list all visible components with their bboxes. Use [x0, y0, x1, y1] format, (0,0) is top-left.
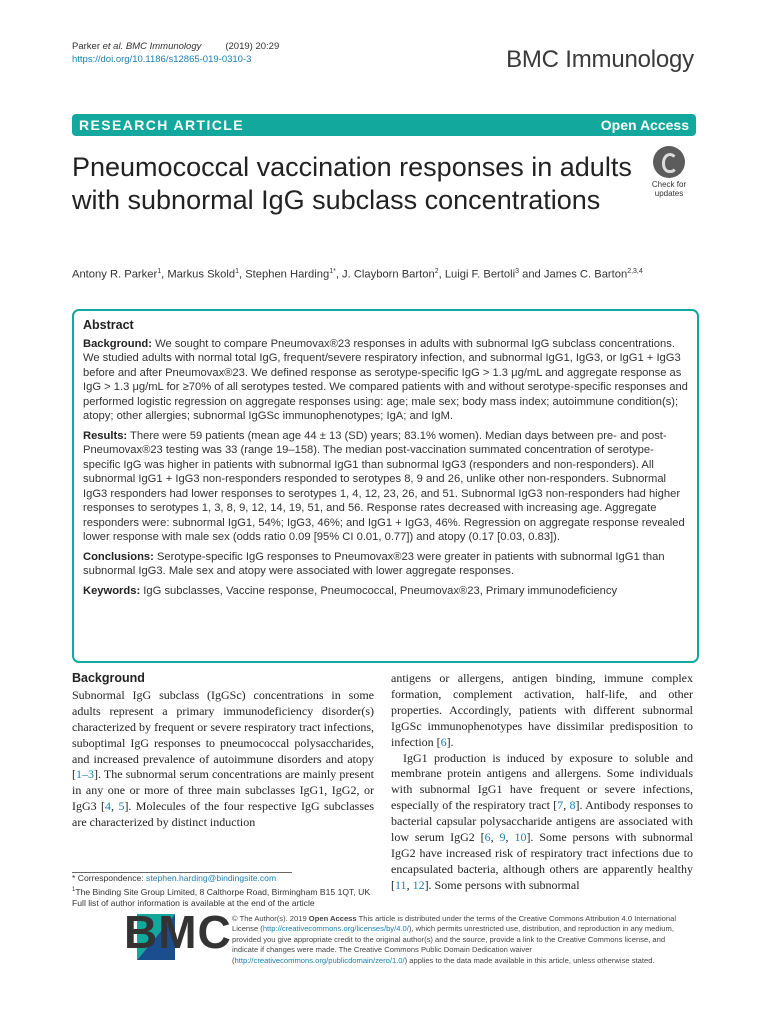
body-column-left	[72, 671, 374, 831]
author-name: J. Clayborn Barton	[342, 268, 435, 281]
journal-name: BMC Immunology	[506, 46, 694, 73]
author-affiliation: 3	[515, 268, 519, 275]
check-for-updates-button[interactable]	[640, 146, 698, 202]
open-access-label: Open Access	[600, 117, 689, 133]
bmc-logo-text: BMC	[124, 906, 232, 958]
license-notice: © The Author(s). 2019 Open Access This article is distributed under the terms of the Creative Commons Attribution 4.0 International License (http://creativecommons.org/licenses/by/4.0/), which permits unrestricted use, distribution, and reproduction in any medium, provided you give appropriate credit to the original author(s) and the source, provide a link to the Creative Commons license, and indicate if changes were made. The Creative Commons Public Domain Dedication waiver (http://creativecommons.org/publicdomain/zero/1.0/) applies to the data made available in this article, unless otherwise stated.	[232, 914, 677, 965]
public-domain-link[interactable]: http://creativecommons.org/publicdomain/zero/1.0/	[234, 955, 405, 965]
citation-header	[72, 40, 279, 66]
article-type: RESEARCH ARTICLE	[79, 117, 244, 133]
author-name: Stephen Harding	[245, 268, 330, 281]
full-list-note: Full list of author information is available at the end of the article	[72, 897, 315, 908]
reference-link[interactable]: 10	[514, 830, 527, 845]
reference-link[interactable]: 6	[440, 734, 447, 749]
abstract-results: Results: There were 59 patients (mean age 44 ± 13 (SD) years; 83.1% women). Median days between pre- and post-Pneumovax®23 testing was 33 (range 19–158). The median post-vaccination summated concentration of serotype-specific IgG was higher in patients with subnormal IgG1 than subnormal IgG3 (responders and non-responders). All subnormal IgG1 + IgG3 non-responders responded to serotypes 8, 9 and 26, unlike other non-responders. Subnormal IgG3 responders had lower responses to serotypes 1, 4, 12, 23, 26, and 51. Subnormal IgG3 non-responders had higher responses to serotypes 1, 3, 8, 9, 12, 14, 19, 51, and 56. Response rates decreased with increasing age. Aggregate responders were: subnormal IgG1, 54%; IgG3, 46%; and IgG1 + IgG3, 46%. Regression on aggregate response revealed lower response with male sex (odds ratio 0.09 [95% CI 0.01, 0.77]) and atopy (0.17 [0.03, 0.83]).	[83, 429, 685, 543]
abstract-heading: Abstract	[83, 318, 134, 332]
author-affiliation: 1*	[329, 268, 336, 275]
author-name: James C. Barton	[543, 268, 628, 281]
author-name: Markus Skold	[167, 268, 236, 281]
article-title: Pneumococcal vaccination responses in adults with subnormal IgG subclass concentrations	[72, 152, 632, 215]
reference-link[interactable]: 12	[412, 877, 425, 892]
article-type-banner	[72, 114, 696, 136]
author-name: Antony R. Parker	[72, 268, 158, 281]
author-affiliation: 2,3,4	[627, 268, 643, 275]
check-for-updates-line1: Check for	[651, 180, 687, 189]
reference-link[interactable]: 6	[484, 830, 491, 845]
body-paragraph: Subnormal IgG subclass (IgGSc) concentrations in some adults represent a primary immunodeficiency disorder(s) characterized by frequent or severe respiratory tract infections, suboptimal IgG responses to pneumococcal polysaccharides, and increased prevalence of autoimmune disorders and atopy [1–3]. The subnormal serum concentrations are mainly present in any one or more of three main subclasses IgG1, IgG2, or IgG3 [4, 5]. Molecules of the four respective IgG subclasses are characterized by distinct induction	[72, 687, 374, 830]
citation-line	[72, 40, 279, 53]
citation-authors: Parker	[72, 41, 103, 52]
abstract-box	[72, 309, 699, 663]
author-affiliation: 1	[157, 268, 162, 275]
open-access-bold: Open Access	[308, 914, 357, 923]
body-paragraph: antigens or allergens, antigen binding, immune complex formation, complement activation, half-life, and other properties. Accordingly, patients with different subnormal IgGSc immunophenotypes have dissimilar predisposition to infection [6].	[391, 671, 693, 749]
author-name: Luigi F. Bertoli	[444, 268, 516, 281]
correspondence-email-link[interactable]: stephen.harding@bindingsite.com	[146, 873, 277, 883]
check-for-updates-line2: updates	[654, 189, 684, 198]
reference-link[interactable]: 7	[557, 798, 564, 813]
body-column-right	[391, 671, 693, 894]
abstract-conclusions: Conclusions: Serotype-specific IgG responses to Pneumovax®23 were greater in patients with subnormal IgG1 than subnormal IgG3. Male sex and atopy were associated with lower aggregate responses.	[83, 550, 665, 577]
body-paragraph: IgG1 production is induced by exposure to soluble and membrane protein antigens and allergens. Some individuals with subnormal IgG1 have frequent or severe infections, especially of the respiratory tract [7, 8]. Antibody responses to bacterial capsular polysaccharide antigens are associated with low serum IgG2 [6, 9, 10]. Some persons with subnormal IgG2 have increased risk of respiratory tract infections due to encapsulated bacteria, although others are apparently healthy [11, 12]. Some persons with subnormal	[391, 750, 693, 892]
author-affiliation: 1	[235, 268, 239, 275]
reference-link[interactable]: 9	[499, 830, 506, 845]
abstract-keywords: Keywords: IgG subclasses, Vaccine response, Pneumococcal, Pneumovax®23, Primary immunodeficiency	[83, 584, 618, 597]
citation-journal: et al. BMC Immunology	[102, 41, 202, 52]
footnotes	[72, 873, 382, 909]
license-link[interactable]: http://creativecommons.org/licenses/by/4.0/	[262, 924, 409, 934]
reference-link[interactable]: 8	[569, 798, 576, 813]
affiliation-line: $^1$The Binding Site Group Limited, 8 Calthorpe Road, Birmingham B15 1QT, UK	[72, 886, 371, 897]
section-heading-background: Background	[72, 671, 145, 685]
reference-link[interactable]: 4	[105, 799, 112, 814]
reference-link[interactable]: 1–3	[76, 767, 94, 782]
author-list: Antony R. Parker$^1$, Markus Skold$^1$, Stephen Harding$^{1*}$, J. Clayborn Barton$^2$, Luigi F. Bertoli$^3$ and James C. Barton$^{2,3,4}$	[72, 268, 643, 281]
check-for-updates-icon	[653, 146, 685, 178]
author-affiliation: 2	[434, 268, 439, 275]
reference-link[interactable]: 11	[395, 877, 407, 892]
doi-link[interactable]: https://doi.org/10.1186/s12865-019-0310-3	[72, 54, 252, 65]
reference-link[interactable]: 5	[118, 799, 125, 814]
citation-year: (2019) 20:29	[225, 41, 280, 52]
correspondence-line: * Correspondence: stephen.harding@bindingsite.com	[72, 873, 277, 883]
abstract-background: Background: We sought to compare Pneumovax®23 responses in adults with subnormal IgG subclass concentrations. We studied adults with normal total IgG, frequent/severe respiratory infection, and subnormal IgG1, IgG3, or IgG1 + IgG3 before and after Pneumovax®23. We defined response as serotype-specific IgG > 1.3 μg/mL and aggregate response as IgG > 1.3 μg/mL for ≥70% of all serotypes tested. We compared patients with and without serotype-specific responses and performed logistic regression on aggregate responses using: age; male sex; body mass index; autoimmune condition(s); atopy; other allergies; subnormal IgGSc immunophenotypes; IgA; and IgM.	[83, 337, 688, 422]
